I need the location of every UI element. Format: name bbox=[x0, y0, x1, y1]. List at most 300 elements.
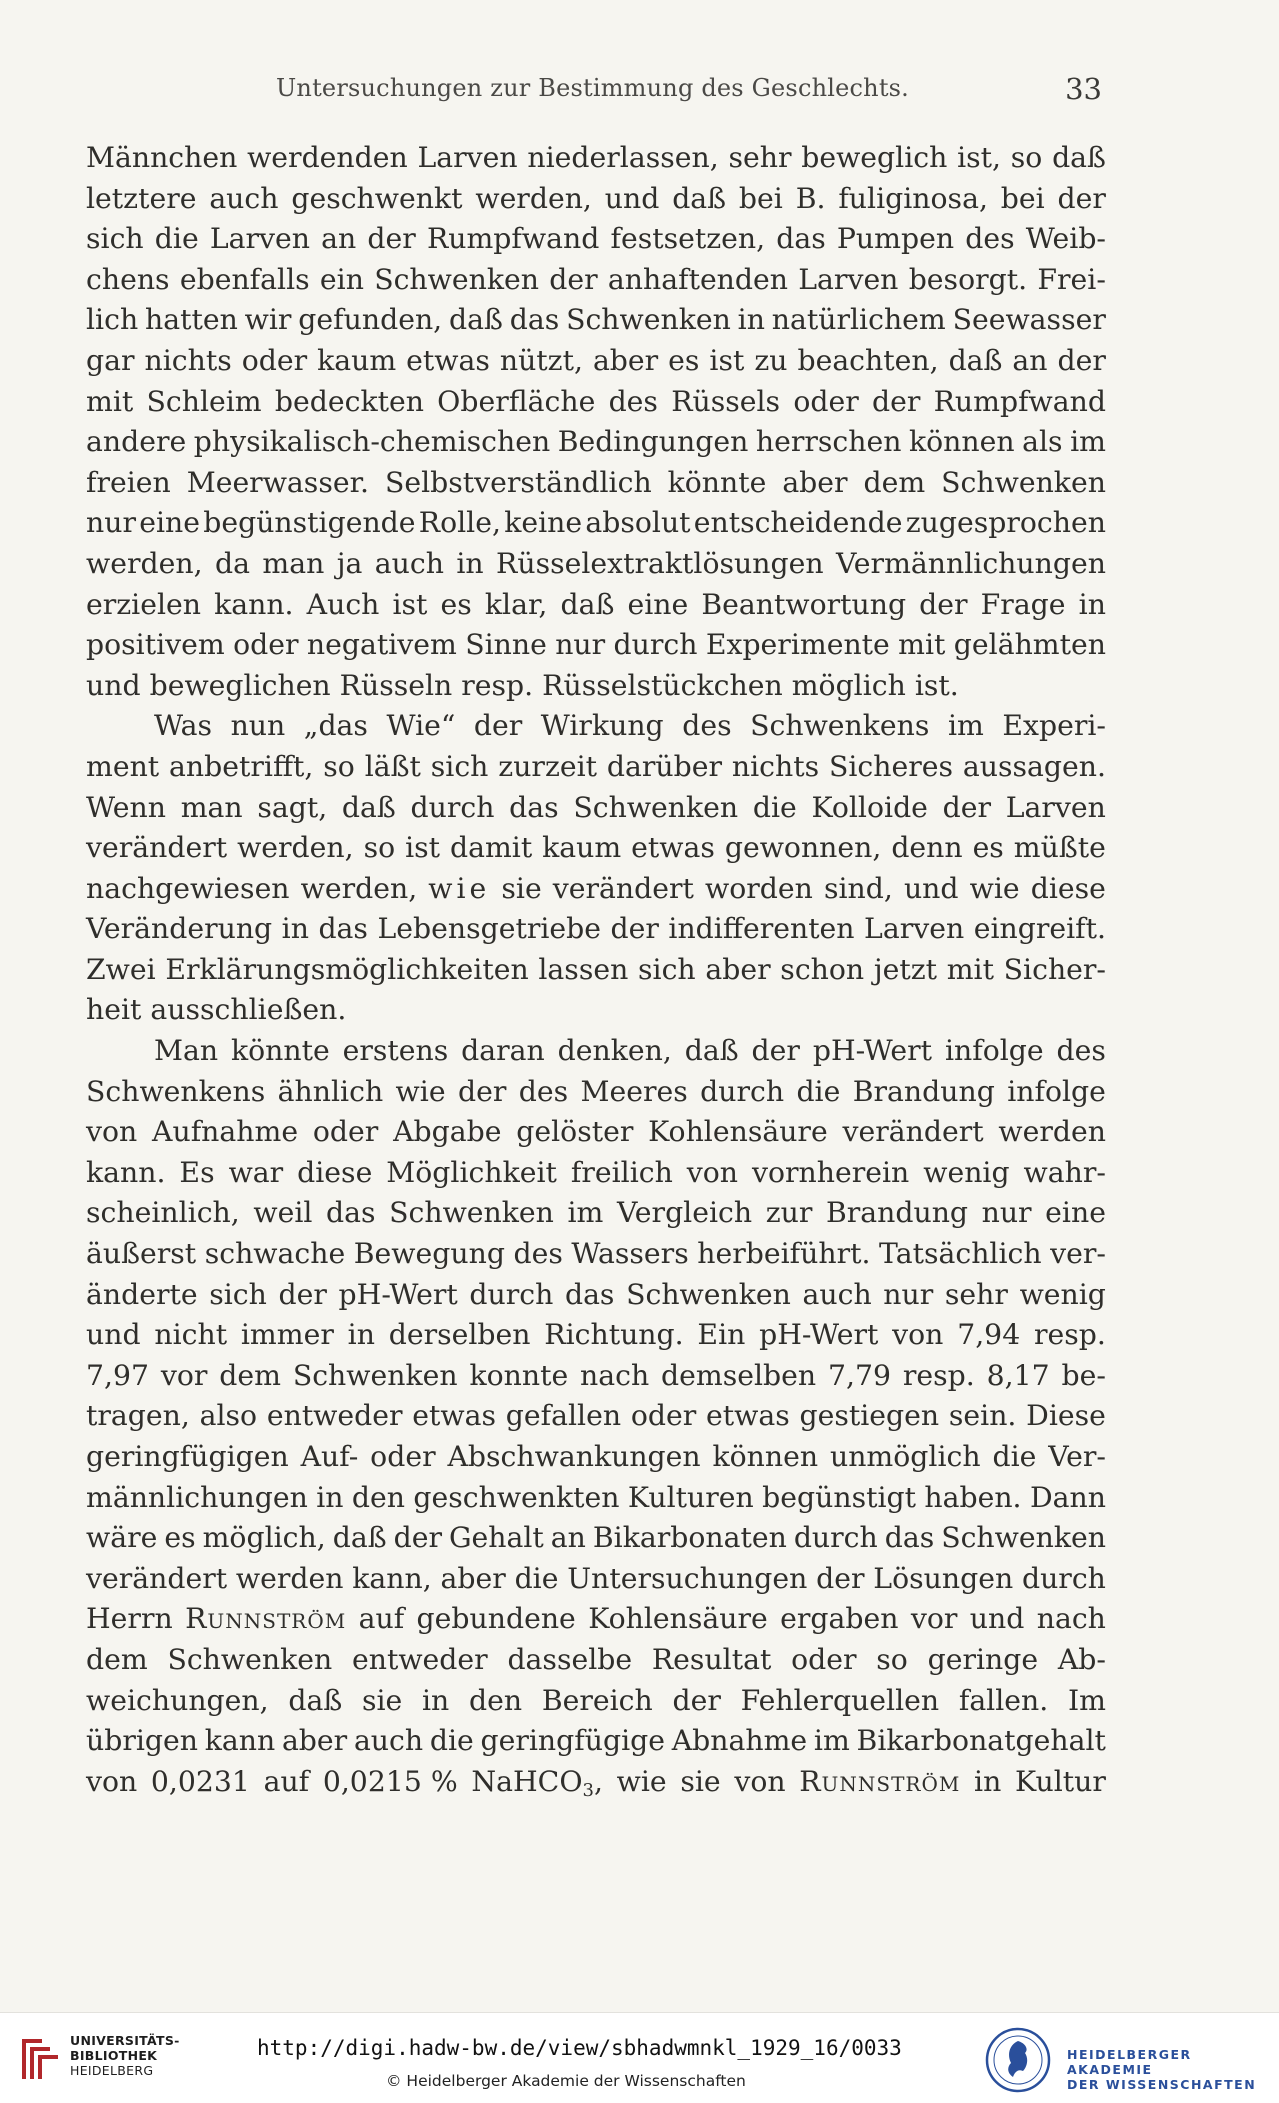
word: diese bbox=[1030, 871, 1106, 905]
word: Larven bbox=[1005, 790, 1106, 824]
word: Bedingungen bbox=[557, 425, 749, 459]
word: daß bbox=[948, 343, 1003, 377]
word: man bbox=[262, 546, 325, 580]
word: 7,97 bbox=[86, 1358, 150, 1392]
word: vor bbox=[910, 1602, 958, 1636]
word: im bbox=[567, 1196, 604, 1230]
word: Abgabe bbox=[393, 1115, 502, 1149]
word: wäre bbox=[86, 1521, 158, 1555]
word: oder bbox=[793, 384, 859, 418]
word: so bbox=[1010, 141, 1043, 174]
text-line bbox=[86, 1153, 1106, 1194]
word: Abschwankungen bbox=[447, 1440, 701, 1473]
word: pH-Wert bbox=[812, 1034, 933, 1068]
word: aber bbox=[440, 1561, 506, 1595]
text-line bbox=[86, 625, 1106, 666]
word: gefunden, bbox=[298, 303, 443, 337]
word: Kulturen bbox=[627, 1480, 754, 1514]
word: wir bbox=[244, 303, 292, 337]
word: daß bbox=[341, 790, 396, 824]
word: durch bbox=[613, 628, 698, 662]
text-line bbox=[86, 788, 1106, 829]
word: mit bbox=[946, 952, 994, 986]
word: haben. bbox=[924, 1480, 1022, 1514]
word: werden, bbox=[475, 181, 592, 215]
word: geschwenkten bbox=[413, 1480, 620, 1514]
word: kann, bbox=[352, 1561, 432, 1595]
word: Rolle, bbox=[418, 506, 501, 540]
word: entscheidende bbox=[693, 506, 903, 540]
word: das bbox=[884, 1521, 935, 1555]
word: beweglichen bbox=[149, 668, 331, 702]
word: Lebensgetriebe bbox=[377, 912, 602, 946]
word: physikalisch-chemischen bbox=[193, 425, 551, 459]
word: der bbox=[1057, 181, 1106, 215]
word: der bbox=[473, 709, 523, 743]
word: Resultat bbox=[651, 1642, 772, 1676]
word: verändert bbox=[842, 1115, 984, 1149]
word: im bbox=[1070, 425, 1106, 459]
word: zu bbox=[754, 343, 788, 377]
word: daß bbox=[449, 303, 503, 337]
word: wie bbox=[395, 1074, 446, 1108]
word: etwas bbox=[706, 1399, 790, 1433]
text-line bbox=[86, 1193, 1106, 1234]
word: nur bbox=[883, 1277, 934, 1311]
word: ist bbox=[709, 343, 745, 377]
word: derselben bbox=[388, 1318, 531, 1352]
word: herrschen bbox=[755, 425, 902, 459]
text-line bbox=[86, 260, 1106, 301]
word: Schwenken bbox=[941, 465, 1106, 499]
word: Ein bbox=[697, 1318, 746, 1352]
academy-seal-icon bbox=[985, 2027, 1051, 2093]
word: Fehlerquellen bbox=[740, 1683, 940, 1717]
word: es bbox=[440, 587, 472, 621]
text-line bbox=[86, 1234, 1106, 1275]
word: Wassers bbox=[571, 1237, 689, 1271]
word: auf bbox=[358, 1602, 405, 1636]
text-line bbox=[86, 300, 1106, 341]
word: ergaben bbox=[780, 1602, 899, 1636]
word: war bbox=[228, 1155, 284, 1189]
word: von bbox=[686, 1155, 739, 1189]
word: oder bbox=[791, 1642, 857, 1676]
word: konnte bbox=[469, 1358, 569, 1392]
word: Vergleich bbox=[616, 1196, 753, 1230]
word: nichts bbox=[144, 343, 232, 377]
word: die bbox=[429, 1724, 474, 1758]
text-line bbox=[86, 1437, 1106, 1478]
word: an bbox=[550, 1521, 586, 1555]
word: so bbox=[363, 831, 396, 865]
word: des bbox=[513, 1237, 563, 1271]
formula-base: NaHCO bbox=[471, 1764, 583, 1798]
word: zur bbox=[765, 1196, 813, 1230]
text-line bbox=[86, 950, 1106, 991]
word: verändert bbox=[86, 831, 228, 865]
word: ist bbox=[392, 587, 428, 621]
word: Herrn bbox=[86, 1602, 173, 1636]
word: eine bbox=[139, 506, 200, 540]
word: dem bbox=[863, 465, 926, 499]
word: durch bbox=[1021, 1561, 1106, 1595]
word: Vermännlichungen bbox=[835, 546, 1106, 580]
text-line bbox=[86, 341, 1106, 382]
text-line bbox=[86, 503, 1106, 544]
text-line bbox=[86, 585, 1106, 626]
text-line bbox=[86, 1356, 1106, 1397]
word: Männchen bbox=[86, 141, 238, 174]
word: unmöglich bbox=[829, 1440, 981, 1473]
word bbox=[471, 1762, 603, 1803]
word: die bbox=[752, 790, 797, 824]
text-line bbox=[86, 706, 1106, 747]
word: daran bbox=[461, 1034, 545, 1068]
word: schwache bbox=[204, 1237, 346, 1271]
word: Schwenken bbox=[573, 790, 739, 824]
word: absolut bbox=[585, 506, 691, 540]
word: ist, bbox=[957, 141, 1002, 174]
word: aber bbox=[281, 1724, 348, 1758]
library-line-3: HEIDELBERG bbox=[70, 2063, 154, 2078]
word: worden bbox=[705, 871, 813, 905]
word: infolge bbox=[944, 1034, 1044, 1068]
word: aussagen. bbox=[962, 749, 1106, 783]
text-line bbox=[86, 179, 1106, 220]
word: ver- bbox=[1050, 1237, 1106, 1271]
word: der bbox=[610, 912, 659, 946]
word: letztere bbox=[86, 181, 197, 215]
body-text bbox=[86, 138, 1106, 1802]
word: Gehalt bbox=[448, 1521, 544, 1555]
word: kann bbox=[204, 1724, 276, 1758]
word: das bbox=[326, 1196, 376, 1230]
text-line bbox=[86, 1721, 1106, 1762]
word: Im bbox=[1067, 1683, 1106, 1717]
word: wenig bbox=[1019, 1277, 1106, 1311]
word: Es bbox=[179, 1155, 215, 1189]
word: von bbox=[734, 1764, 786, 1798]
text-line bbox=[86, 1518, 1106, 1559]
word: verändert bbox=[552, 871, 694, 905]
word: es bbox=[972, 831, 1004, 865]
word: die bbox=[992, 1440, 1037, 1473]
word: wenig bbox=[923, 1155, 1010, 1189]
word: B. bbox=[795, 181, 826, 215]
word: resp. bbox=[902, 1358, 975, 1392]
word: Sicher- bbox=[1003, 952, 1106, 986]
word: als bbox=[1022, 425, 1063, 459]
word: dem bbox=[219, 1358, 281, 1392]
word: fuliginosa, bbox=[838, 181, 988, 215]
word: nur bbox=[86, 506, 136, 540]
word: Larven bbox=[417, 141, 518, 174]
word: Ver- bbox=[1048, 1440, 1106, 1473]
word: Seewasser bbox=[952, 303, 1106, 337]
word: Abnahme bbox=[671, 1724, 808, 1758]
word: in bbox=[316, 1480, 344, 1514]
word: Schwenken bbox=[374, 262, 539, 296]
word: nur bbox=[555, 628, 606, 662]
word: Frage bbox=[980, 587, 1066, 621]
page-number: 33 bbox=[1065, 72, 1102, 106]
word: des bbox=[518, 1074, 569, 1108]
word: etwas bbox=[631, 831, 715, 865]
word: in bbox=[1078, 587, 1106, 621]
word: Larven bbox=[864, 912, 965, 946]
word: oder bbox=[233, 628, 299, 662]
word: jetzt bbox=[873, 952, 938, 986]
text-line bbox=[86, 219, 1106, 260]
word: Experi- bbox=[1002, 709, 1106, 743]
word: Schwenken bbox=[167, 1642, 333, 1676]
word: kaum bbox=[542, 831, 622, 865]
word: beweglich bbox=[801, 141, 948, 174]
word: Kolloide bbox=[811, 790, 928, 824]
word: das bbox=[509, 303, 560, 337]
word: an bbox=[321, 222, 357, 256]
text-line bbox=[86, 1112, 1106, 1153]
word: Veränderung bbox=[86, 912, 273, 946]
word: und bbox=[969, 1602, 1025, 1636]
word: nicht bbox=[154, 1318, 228, 1352]
word: Möglichkeit bbox=[386, 1155, 557, 1189]
word: könnte bbox=[230, 1034, 330, 1068]
word: denn bbox=[891, 831, 963, 865]
word: gewonnen, bbox=[724, 831, 882, 865]
word: sich bbox=[430, 749, 489, 783]
word: sehr bbox=[728, 141, 792, 174]
word: mit bbox=[86, 384, 134, 418]
word: Rüsselstückchen bbox=[542, 668, 783, 702]
word: äußerst bbox=[86, 1237, 197, 1271]
word: sehr bbox=[944, 1277, 1008, 1311]
word: begünstigt bbox=[762, 1480, 916, 1514]
word: oder bbox=[630, 1399, 697, 1433]
word: vor bbox=[160, 1358, 208, 1392]
word: der bbox=[1057, 343, 1106, 377]
word: Bikarbonatgehalt bbox=[856, 1724, 1106, 1758]
word: Runnström bbox=[799, 1764, 961, 1798]
word: müßte bbox=[1013, 831, 1106, 865]
word: die bbox=[154, 222, 199, 256]
word: werden, bbox=[86, 546, 203, 580]
word: negativem bbox=[306, 628, 457, 662]
word: möglich bbox=[791, 668, 906, 702]
word: sich bbox=[209, 1277, 267, 1311]
word: Larven bbox=[209, 222, 311, 256]
word: immer bbox=[240, 1318, 334, 1352]
word: Auf- bbox=[300, 1440, 359, 1473]
word: „das bbox=[303, 709, 368, 743]
word: Schwenken bbox=[292, 1358, 458, 1392]
word: zurzeit bbox=[498, 749, 598, 783]
word: festsetzen, bbox=[610, 222, 766, 256]
word: der bbox=[751, 1034, 800, 1068]
word: Frei- bbox=[1037, 262, 1106, 296]
word: resp. bbox=[461, 668, 534, 702]
word: das bbox=[564, 1277, 615, 1311]
word: von bbox=[86, 1764, 138, 1798]
word: Brandung bbox=[852, 1074, 995, 1108]
word: es bbox=[164, 1521, 196, 1555]
word: diese bbox=[297, 1155, 373, 1189]
word: bedeckten bbox=[274, 384, 424, 418]
word: kann. bbox=[86, 1155, 166, 1189]
word: also bbox=[199, 1399, 258, 1433]
word: den bbox=[469, 1683, 523, 1717]
word: demselben bbox=[661, 1358, 817, 1392]
word: sich bbox=[638, 952, 696, 986]
word: der bbox=[367, 222, 416, 256]
word: ausschließen. bbox=[150, 993, 347, 1027]
word: daß bbox=[332, 1521, 387, 1555]
word: wie bbox=[616, 1764, 667, 1798]
word: natürlichem bbox=[771, 303, 946, 337]
word: der bbox=[919, 587, 968, 621]
word: im bbox=[947, 709, 984, 743]
formula-comma: , bbox=[594, 1764, 603, 1798]
word: be- bbox=[1061, 1358, 1106, 1392]
word: ebenfalls bbox=[179, 262, 310, 296]
word: den bbox=[351, 1480, 405, 1514]
academy-line-2: DER WISSENSCHAFTEN bbox=[1067, 2077, 1257, 2092]
word: könnte bbox=[667, 465, 767, 499]
word: 0,0231 bbox=[150, 1764, 250, 1798]
word: denken, bbox=[557, 1034, 672, 1068]
text-line bbox=[86, 422, 1106, 463]
academy-line-1: HEIDELBERGER AKADEMIE bbox=[1067, 2047, 1192, 2077]
word: darüber bbox=[606, 749, 723, 783]
word: anbetrifft, bbox=[169, 749, 314, 783]
word: geringfügige bbox=[480, 1724, 665, 1758]
word: es bbox=[668, 343, 700, 377]
word: Was bbox=[154, 709, 213, 743]
word: durch bbox=[793, 1521, 878, 1555]
word: Ab- bbox=[1057, 1642, 1106, 1676]
text-line bbox=[86, 1762, 1106, 1803]
word: daß bbox=[560, 587, 615, 621]
word: Schwenken bbox=[566, 303, 731, 337]
word: werdenden bbox=[247, 141, 408, 174]
word: beachten, bbox=[797, 343, 939, 377]
word: Pumpen bbox=[836, 222, 955, 256]
word: chens bbox=[86, 262, 170, 296]
word: zugesprochen bbox=[905, 506, 1106, 540]
word: Untersuchungen bbox=[567, 1561, 808, 1595]
text-line bbox=[86, 1478, 1106, 1519]
word: keine bbox=[504, 506, 583, 540]
text-line bbox=[86, 1031, 1106, 1072]
word: gefallen bbox=[505, 1399, 622, 1433]
word: 0,0215 % bbox=[322, 1764, 458, 1798]
word: eine bbox=[1045, 1196, 1106, 1230]
word: dasselbe bbox=[507, 1642, 633, 1676]
word: Kohlensäure bbox=[648, 1115, 828, 1149]
word: Larven bbox=[798, 262, 899, 296]
word: anhaftenden bbox=[607, 262, 788, 296]
word: entweder bbox=[351, 1642, 488, 1676]
text-line bbox=[86, 990, 1106, 1031]
word: Rüsselextraktlösungen bbox=[496, 546, 824, 580]
word: auf bbox=[263, 1764, 310, 1798]
text-line bbox=[86, 747, 1106, 788]
text-line bbox=[86, 1681, 1106, 1722]
word: gar bbox=[86, 343, 135, 377]
word: der bbox=[816, 1561, 865, 1595]
word: gelöster bbox=[516, 1115, 634, 1149]
academy-name bbox=[1067, 2047, 1279, 2092]
word: scheinlich, bbox=[86, 1196, 240, 1230]
word: aber bbox=[782, 465, 848, 499]
word: der bbox=[871, 384, 921, 418]
word: oder bbox=[370, 1440, 436, 1473]
text-line bbox=[86, 1640, 1106, 1681]
word: kaum bbox=[317, 343, 397, 377]
word: auch bbox=[353, 1724, 424, 1758]
word: Brandung bbox=[825, 1196, 969, 1230]
word: schon bbox=[780, 952, 865, 986]
word: wie bbox=[969, 871, 1020, 905]
word: resp. bbox=[1033, 1318, 1106, 1352]
word: Kultur bbox=[1014, 1764, 1106, 1798]
word: sind, bbox=[823, 871, 893, 905]
word: entweder bbox=[266, 1399, 403, 1433]
word: das bbox=[318, 912, 368, 946]
word: Wenn bbox=[86, 790, 166, 824]
text-line bbox=[86, 382, 1106, 423]
word: werden, bbox=[300, 871, 418, 905]
word: fallen. bbox=[958, 1683, 1049, 1717]
word: des bbox=[965, 222, 1015, 256]
word: daß bbox=[684, 1034, 739, 1068]
word: eingreift. bbox=[973, 912, 1106, 946]
word: nach bbox=[1036, 1602, 1106, 1636]
word: und bbox=[86, 668, 141, 702]
formula-subscript: 3 bbox=[582, 1779, 594, 1801]
word: nach bbox=[580, 1358, 650, 1392]
text-line bbox=[86, 869, 1106, 910]
word: des bbox=[1056, 1034, 1106, 1068]
text-line bbox=[86, 828, 1106, 869]
word: Bikarbonaten bbox=[592, 1521, 787, 1555]
page-header bbox=[86, 72, 1102, 112]
word: durch bbox=[410, 790, 495, 824]
word: klar, bbox=[484, 587, 548, 621]
word: auch bbox=[802, 1277, 872, 1311]
word: man bbox=[180, 790, 243, 824]
word: werden bbox=[235, 1561, 344, 1595]
word: kann. bbox=[214, 587, 294, 621]
word: Auch bbox=[306, 587, 380, 621]
word: Zwei bbox=[86, 952, 156, 986]
word: nichts bbox=[731, 749, 820, 783]
word: Schwenkens bbox=[86, 1074, 266, 1108]
word: weil bbox=[253, 1196, 313, 1230]
word: in bbox=[456, 546, 484, 580]
word: daß bbox=[1052, 141, 1106, 174]
word: Erklärungsmöglichkeiten bbox=[165, 952, 529, 986]
word: so bbox=[876, 1642, 908, 1676]
word: der bbox=[457, 1074, 507, 1108]
word: läßt bbox=[364, 749, 421, 783]
word: freilich bbox=[570, 1155, 673, 1189]
word: damit bbox=[449, 831, 533, 865]
word: daß bbox=[288, 1683, 343, 1717]
source-url-link[interactable]: http://digi.hadw-bw.de/view/sbhadwmnkl_1929_16/0033 bbox=[257, 2036, 902, 2060]
text-line bbox=[86, 1275, 1106, 1316]
